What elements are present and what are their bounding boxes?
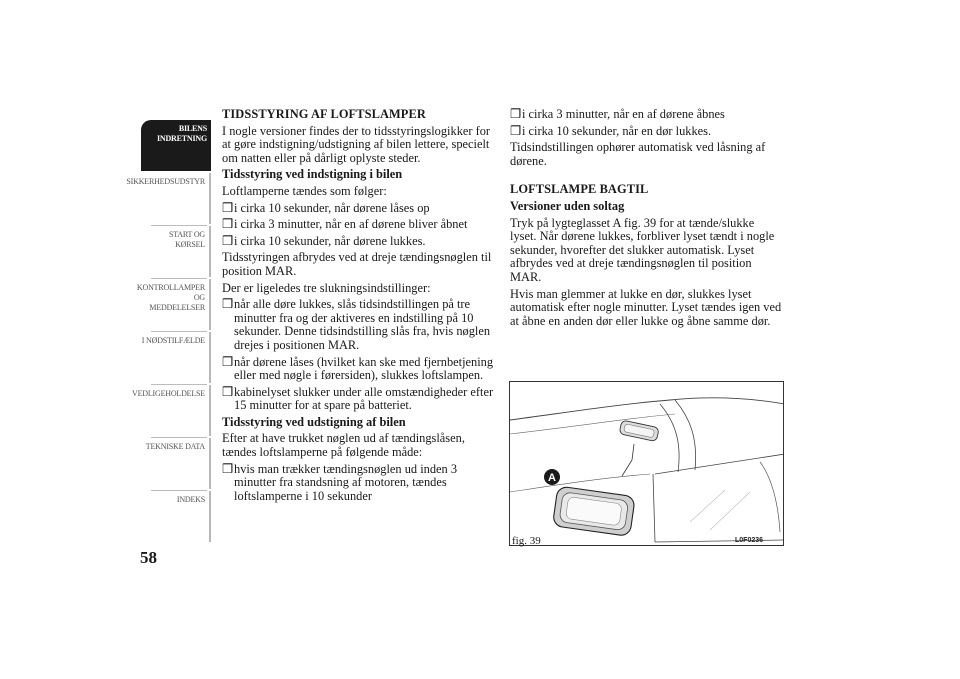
subheading: Versioner uden soltag (510, 198, 625, 213)
paragraph: Loftlamperne tændes som følger: (222, 183, 387, 198)
list-item-text: kabinelyset slukker under alle omstændigheder efter 15 minutter for at spare på batteriet. (234, 384, 494, 413)
paragraph: Tidsindstillingen ophører automatisk ved låsning af dørene. (510, 140, 766, 168)
pillar-line (675, 400, 696, 470)
tab-start-og-korsel[interactable] (141, 226, 211, 277)
tab-kontrollamper[interactable] (136, 279, 211, 330)
list-item (222, 235, 494, 249)
list-item-text: i cirka 3 minutter, når en af dørene åbnes (522, 107, 725, 121)
paragraph: Der er ligeledes tre slukningsindstillinger: (222, 280, 431, 295)
bullet-icon: ❒ (222, 354, 234, 369)
leader-line (622, 460, 632, 476)
paragraph: I nogle versioner findes der to tidsstyringslogikker for at gøre indstigning/udstigning af bilen lettere, specielt om natten eller på dårligt oplyste steder. (222, 123, 491, 165)
rear-courtesy-lamp-illustration (510, 382, 784, 546)
figure-caption: fig. 39 (512, 535, 541, 547)
seat-line (760, 462, 780, 532)
text-column-left (222, 108, 494, 506)
bullet-icon: ❒ (222, 233, 234, 248)
list-item-text: i cirka 3 minutter, når en af dørene bliver åbnet (234, 217, 468, 232)
paragraph: Tidsstyringen afbrydes ved at dreje tændingsnøglen til position MAR. (222, 250, 492, 278)
bullet-icon: ❒ (222, 217, 234, 232)
tab-label: KONTROLLAMPER OG MEDDELELSER (136, 283, 205, 312)
paragraph: Tryk på lygteglasset A fig. 39 for at tænde/slukke lyset. Når dørene lukkes, forbliver lyset tændt i nogle sekunder, hvorefter det slukker automatisk. Lyset afbrydes ved at dreje tændingsnøglen til position MAR. (510, 215, 775, 284)
tab-label: START OG KØRSEL (168, 230, 205, 249)
tab-label: I NØDSTILFÆLDE (141, 336, 205, 345)
pillar-line (660, 404, 679, 472)
bullet-icon: ❒ (222, 461, 234, 476)
tab-label: BILENS INDRETNING (156, 124, 207, 143)
list-item-text: når alle døre lukkes, slås tidsindstillingen på tre minutter fra og der aktiveres en indstilling på 10 sekunder. Denne tidsindstilling slås fra, hvis nøglen drejes i positionen MAR. (234, 297, 491, 352)
list-item-text: i cirka 10 sekunder, når dørene låses op (234, 200, 430, 215)
list-item (510, 108, 782, 122)
list-item-text: hvis man trækker tændingsnøglen ud inden 3 minutter fra standsning af motoren, tændes loftslamperne i 10 sekunder (234, 461, 458, 503)
tab-vedligeholdelse[interactable] (132, 385, 211, 436)
list-item (222, 218, 494, 232)
enlarged-lamp-icon (552, 486, 635, 536)
tab-indeks[interactable] (141, 491, 211, 542)
list-item-text: når dørene låses (hvilket kan ske med fjernbetjening eller med nøgle i førersiden), slukkes loftslampen. (234, 354, 494, 383)
subheading: Tidsstyring ved indstigning i bilen (222, 167, 403, 182)
glass-reflection (690, 490, 750, 530)
tab-tekniske-data[interactable] (141, 438, 211, 489)
bullet-icon: ❒ (222, 297, 234, 312)
list-item-text: i cirka 10 sekunder, når en dør lukkes. (522, 123, 712, 138)
bullet-icon: ❒ (510, 107, 522, 121)
bullet-icon: ❒ (222, 200, 234, 215)
tab-bilens-indretning[interactable] (141, 120, 211, 171)
figure-code: L0F0236 (735, 537, 764, 544)
text-column-right (510, 108, 782, 331)
section-heading: LOFTSLAMPE BAGTIL (510, 182, 649, 197)
list-item (222, 386, 494, 413)
list-item (222, 463, 494, 504)
page-number: 58 (140, 548, 157, 567)
tab-i-nodstilfaelde[interactable] (141, 332, 211, 383)
paragraph: Hvis man glemmer at lukke en dør, slukkes lyset automatisk efter nogle minutter. Lyset tændes igen ved at åbne en anden dør eller lukke og åbne samme dør. (510, 286, 782, 328)
tab-sikkerhedsudstyr[interactable] (126, 173, 211, 224)
callout-a-label: A (548, 472, 556, 484)
subheading: Tidsstyring ved udstigning af bilen (222, 414, 406, 429)
list-item-text: i cirka 10 sekunder, når dørene lukkes. (234, 233, 426, 248)
paragraph: Efter at have trukket nøglen ud af tændingslåsen, tændes loftslamperne på følgende måde: (222, 431, 465, 460)
chapter-sidebar (126, 120, 211, 544)
bullet-icon: ❒ (222, 384, 234, 399)
list-item (222, 356, 494, 383)
tab-label: VEDLIGEHOLDELSE (132, 389, 205, 398)
leader-line (632, 444, 634, 460)
list-item (222, 298, 494, 352)
bullet-icon: ❒ (510, 123, 522, 138)
small-lamp-icon (619, 420, 659, 442)
section-heading: TIDSSTYRING AF LOFTSLAMPER (222, 107, 426, 121)
figure-39 (509, 381, 784, 546)
tab-label: TEKNISKE DATA (145, 442, 205, 451)
list-item (510, 125, 782, 139)
tab-label: INDEKS (176, 495, 205, 504)
tab-label: SIKKERHEDSUDSTYR (126, 177, 205, 186)
window-frame (653, 454, 784, 542)
list-item (222, 202, 494, 216)
